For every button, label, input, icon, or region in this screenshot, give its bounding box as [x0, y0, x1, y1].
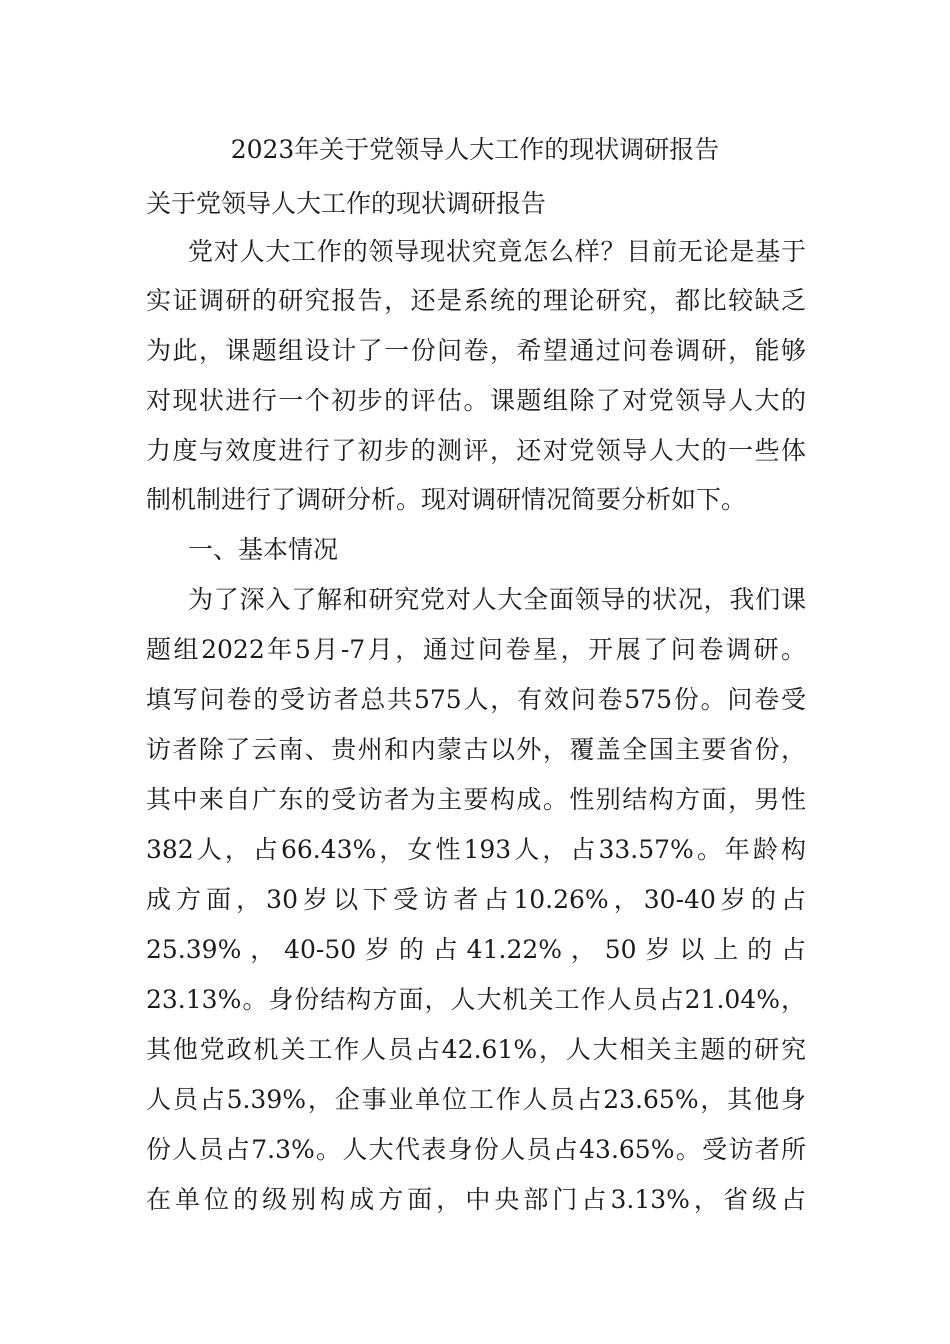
section-heading: 一、基本情况 [188, 535, 339, 564]
paragraph-line: 25.39%，40-50岁的占41.22%，50岁以上的占 [146, 935, 806, 964]
paragraph-line: 其中来自广东的受访者为主要构成。性别结构方面，男性 [146, 785, 806, 814]
paragraph-line: 实证调研的研究报告，还是系统的理论研究，都比较缺乏 [146, 286, 806, 315]
paragraph-line: 在单位的级别构成方面，中央部门占3.13%，省级占 [146, 1185, 806, 1214]
paragraph-line: 382人，占66.43%，女性193人，占33.57%。年龄构 [146, 835, 806, 864]
paragraph-line: 题组2022年5月-7月，通过问卷星，开展了问卷调研。 [146, 635, 806, 664]
paragraph-line: 其他党政机关工作人员占42.61%，人大相关主题的研究 [146, 1035, 806, 1064]
paragraph-line: 力度与效度进行了初步的测评，还对党领导人大的一些体 [146, 436, 806, 465]
paragraph-line: 为此，课题组设计了一份问卷，希望通过问卷调研，能够 [146, 336, 806, 365]
paragraph-line: 党对人大工作的领导现状究竟怎么样？目前无论是基于 [188, 237, 806, 266]
paragraph-line: 成方面，30岁以下受访者占10.26%，30-40岁的占 [146, 885, 806, 914]
paragraph-line: 23.13%。身份结构方面，人大机关工作人员占21.04%， [146, 985, 806, 1014]
paragraph-line: 访者除了云南、贵州和内蒙古以外，覆盖全国主要省份， [146, 735, 806, 764]
document-subtitle: 关于党领导人大工作的现状调研报告 [146, 189, 547, 218]
document-title: 2023年关于党领导人大工作的现状调研报告 [230, 135, 720, 164]
paragraph-line: 填写问卷的受访者总共575人，有效问卷575份。问卷受 [146, 685, 806, 714]
paragraph-line: 制机制进行了调研分析。现对调研情况简要分析如下。 [146, 485, 747, 514]
paragraph-line: 对现状进行一个初步的评估。课题组除了对党领导人大的 [146, 386, 806, 415]
paragraph-line: 人员占5.39%，企事业单位工作人员占23.65%，其他身 [146, 1085, 806, 1114]
paragraph-line: 为了深入了解和研究党对人大全面领导的状况，我们课 [188, 585, 806, 614]
paragraph-line: 份人员占7.3%。人大代表身份人员占43.65%。受访者所 [146, 1135, 806, 1164]
